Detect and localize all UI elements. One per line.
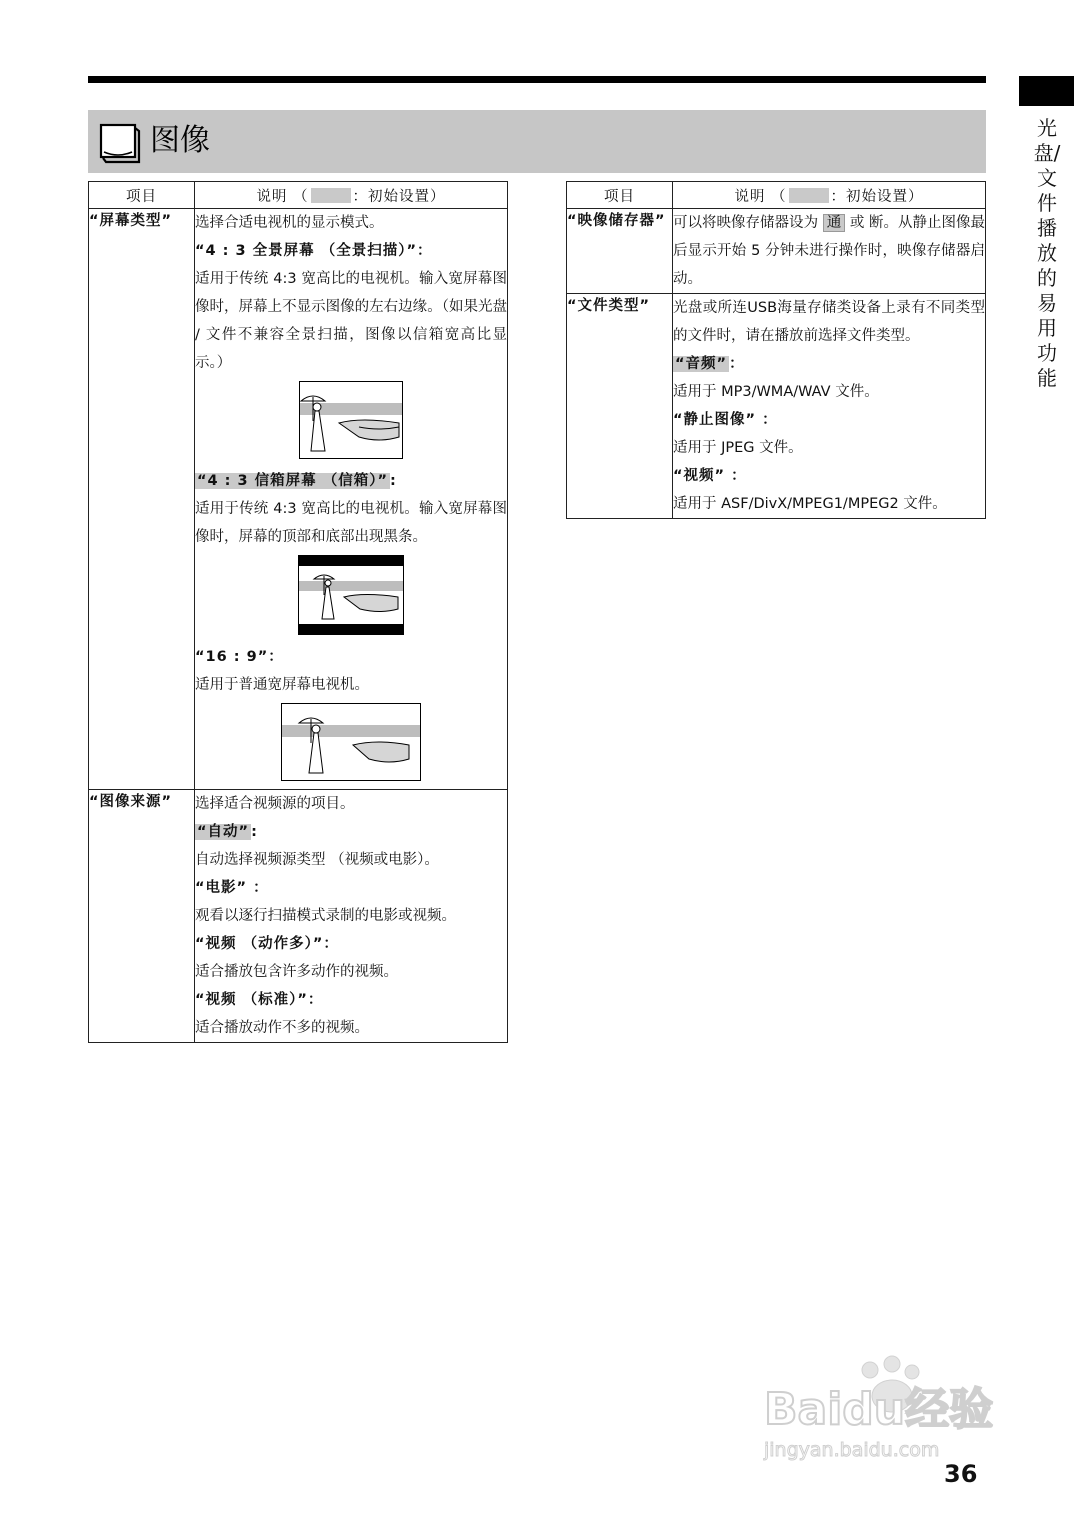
option-still-picture: “静止图像” ： xyxy=(673,412,778,428)
baidu-jingyan-watermark xyxy=(760,1352,1020,1462)
table-header-row xyxy=(89,182,508,209)
file-type-intro: 光盘或所连USB海量存储类设备上录有不同类型的文件时，请在播放前选择文件类型。 xyxy=(673,300,985,344)
page-number: 36 xyxy=(944,1460,978,1488)
still-memory-description xyxy=(673,209,986,294)
picture-source-intro: 选择适合视频源的项目。 xyxy=(195,796,355,812)
option-audio-desc: 适用于 MP3/WMA/WAV 文件。 xyxy=(673,384,879,400)
still-memory-desc-a: 可以将映像存储器设为 xyxy=(673,215,819,231)
option-pan-scan-desc: 适用于传统 4:3 宽高比的电视机。输入宽屏幕图像时，屏幕上不显示图像的左右边缘。（如果光盘 / 文件不兼容全景扫描，图像以信箱宽高比显示。） xyxy=(195,271,507,371)
option-audio-line xyxy=(673,350,985,378)
still-memory-desc-b: 或 断。从静止图像最后显示开始 5 分钟未进行操作时，映像存储器启动。 xyxy=(673,215,986,287)
option-video-active-desc: 适合播放包含许多动作的视频。 xyxy=(195,964,398,980)
option-letterbox-line xyxy=(195,467,507,495)
section-title: 图像 xyxy=(150,123,210,158)
pan-scan-illustration xyxy=(299,381,403,459)
chapter-tab-marker xyxy=(1019,76,1074,106)
header-desc-prefix: 说明 （ xyxy=(734,188,787,205)
option-video-active: “视频 （动作多）”： xyxy=(195,936,339,952)
screen-type-description xyxy=(195,209,508,790)
header-item: 项目 xyxy=(89,182,195,209)
header-description xyxy=(673,182,986,209)
still-memory-on: 通 xyxy=(823,214,846,232)
chapter-tab-label: 光盘/文件播放的易用功能 xyxy=(1033,116,1061,390)
item-still-memory: “映像储存器” xyxy=(567,209,673,294)
watermark-brand: Baidu经验 xyxy=(764,1384,994,1435)
option-video-normal-desc: 适合播放动作不多的视频。 xyxy=(195,1020,369,1036)
item-picture-source: “图像来源” xyxy=(89,790,195,1043)
option-16-9-desc: 适用于普通宽屏幕电视机。 xyxy=(195,677,369,693)
letterbox-illustration xyxy=(298,555,404,635)
option-audio-colon: ： xyxy=(729,356,745,372)
picture-settings-table-right xyxy=(566,181,986,519)
header-description xyxy=(195,182,508,209)
option-auto-line xyxy=(195,818,507,846)
option-video: “视频” ： xyxy=(673,468,747,484)
section-banner xyxy=(88,110,986,173)
default-setting-swatch xyxy=(789,188,829,203)
option-still-picture-desc: 适用于 JPEG 文件。 xyxy=(673,440,803,456)
table-row xyxy=(89,790,508,1043)
default-setting-swatch xyxy=(311,188,351,203)
table-row xyxy=(89,209,508,790)
item-screen-type: “屏幕类型” xyxy=(89,209,195,790)
header-desc-suffix: ：初始设置） xyxy=(830,188,924,205)
header-desc-suffix: ：初始设置） xyxy=(352,188,446,205)
option-letterbox-colon: : xyxy=(389,473,397,489)
table-header-row xyxy=(567,182,986,209)
tv-screen-icon xyxy=(98,122,142,166)
option-letterbox-desc: 适用于传统 4:3 宽高比的电视机。输入宽屏幕图像时，屏幕的顶部和底部出现黑条。 xyxy=(195,501,507,545)
option-video-desc: 适用于 ASF/DivX/MPEG1/MPEG2 文件。 xyxy=(673,496,947,512)
widescreen-illustration xyxy=(281,703,421,781)
top-rule xyxy=(88,76,986,83)
option-video-normal: “视频 （标准）”： xyxy=(195,992,324,1008)
option-audio: “音频” xyxy=(675,356,728,372)
option-auto-colon: : xyxy=(251,824,258,840)
item-file-type: “文件类型” xyxy=(567,294,673,519)
watermark-url: jingyan.baidu.com xyxy=(764,1439,940,1461)
option-auto: “自动” xyxy=(197,824,250,840)
picture-settings-table-left xyxy=(88,181,508,1043)
option-film: “电影” ： xyxy=(195,880,269,896)
option-film-desc: 观看以逐行扫描模式录制的电影或视频。 xyxy=(195,908,456,924)
option-pan-scan: “4 : 3 全景屏幕 （全景扫描）”： xyxy=(195,243,433,259)
table-row xyxy=(567,294,986,519)
still-memory-desc xyxy=(673,209,985,293)
option-letterbox: “4 : 3 信箱屏幕 （信箱）” xyxy=(197,473,388,489)
table-row xyxy=(567,209,986,294)
header-desc-prefix: 说明 （ xyxy=(256,188,309,205)
header-item: 项目 xyxy=(567,182,673,209)
picture-source-description xyxy=(195,790,508,1043)
screen-type-intro: 选择合适电视机的显示模式。 xyxy=(195,215,384,231)
option-auto-desc: 自动选择视频源类型 （视频或电影）。 xyxy=(195,852,439,868)
option-16-9: “16 : 9”： xyxy=(195,649,284,665)
file-type-description xyxy=(673,294,986,519)
